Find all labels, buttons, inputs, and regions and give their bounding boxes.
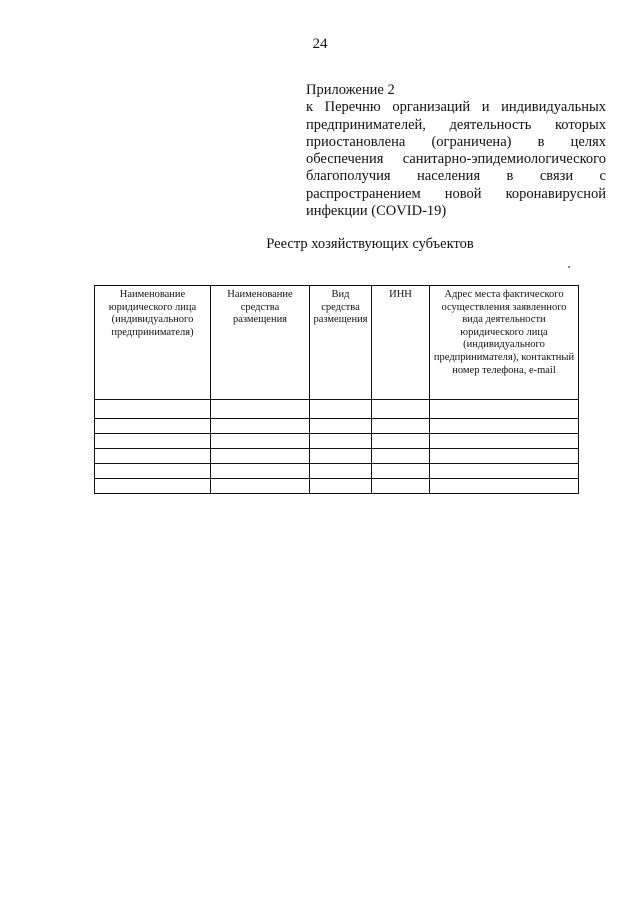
appendix-body: к Перечню организаций и индивидуальных предпринимателей, деятельность которых приостановлена (ограничена) в целях обеспечения санитарно-эпидемиологического благополучия населения в связи с распространением новой коронавирусной инфекции (COVID-19) — [306, 99, 606, 220]
table-cell — [211, 449, 310, 464]
table-row — [95, 400, 579, 419]
table-row — [95, 479, 579, 494]
table-cell — [95, 464, 211, 479]
table-row — [95, 464, 579, 479]
header-accommodation-name: Наименование средства размещения — [211, 286, 310, 400]
registry-table — [94, 285, 579, 494]
appendix-block — [306, 82, 606, 220]
table-cell — [95, 419, 211, 434]
table-cell — [310, 479, 372, 494]
table-cell — [310, 464, 372, 479]
header-address-contacts: Адрес места фактического осуществления заявленного вида деятельности юридического лица (индивидуального предпринимателя), контактный номер телефона, e-mail — [430, 286, 579, 400]
table-cell — [95, 434, 211, 449]
table-cell — [372, 434, 430, 449]
table-body — [95, 400, 579, 494]
appendix-title: Приложение 2 — [306, 82, 395, 98]
page-number: 24 — [312, 36, 328, 52]
header-legal-entity-name: Наименование юридического лица (индивидуального предпринимателя) — [95, 286, 211, 400]
table-row — [95, 419, 579, 434]
table-row — [95, 449, 579, 464]
table-cell — [211, 479, 310, 494]
table-cell — [310, 400, 372, 419]
header-accommodation-type: Вид средства размещения — [310, 286, 372, 400]
table-cell — [211, 464, 310, 479]
table-cell — [430, 449, 579, 464]
table-cell — [430, 434, 579, 449]
table-cell — [430, 479, 579, 494]
table-cell — [430, 464, 579, 479]
table-cell — [372, 400, 430, 419]
table-cell — [372, 449, 430, 464]
table-cell — [310, 449, 372, 464]
table-cell — [211, 434, 310, 449]
table-cell — [372, 464, 430, 479]
table-row — [95, 434, 579, 449]
table-cell — [372, 479, 430, 494]
table-cell — [211, 419, 310, 434]
table-cell — [430, 400, 579, 419]
table-cell — [95, 449, 211, 464]
table-cell — [372, 419, 430, 434]
table-cell — [95, 400, 211, 419]
header-inn: ИНН — [372, 286, 430, 400]
register-title: Реестр хозяйствующих субъектов — [266, 236, 474, 252]
table-header-row — [95, 286, 579, 400]
scan-speck — [568, 266, 570, 268]
table-cell — [310, 419, 372, 434]
table-cell — [211, 400, 310, 419]
table-cell — [95, 479, 211, 494]
table-cell — [430, 419, 579, 434]
table-cell — [310, 434, 372, 449]
